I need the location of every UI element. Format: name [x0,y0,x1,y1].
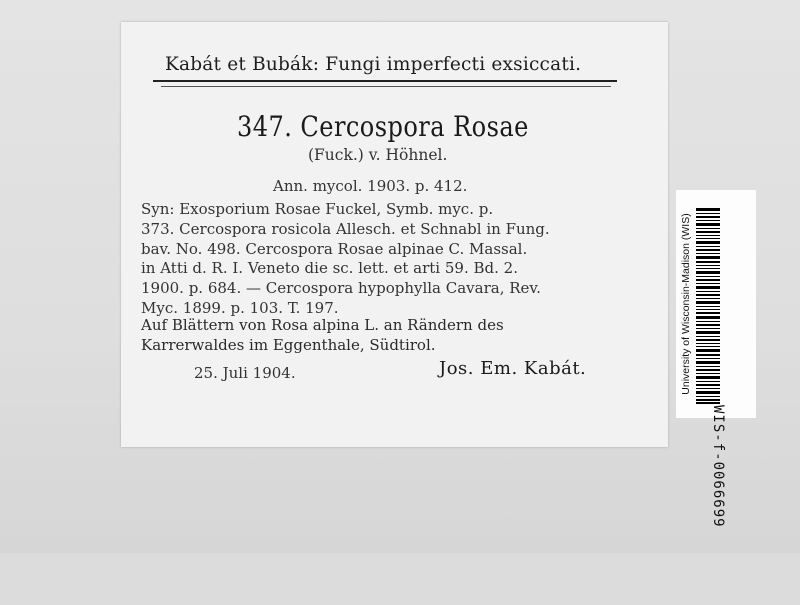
header-rule [153,80,617,82]
synonymy-line: 1900. p. 684. — Cercospora hypophylla Cavara, Rev. [141,279,541,298]
barcode-icon [696,208,720,404]
synonymy-line: Myc. 1899. p. 103. T. 197. [141,298,339,317]
collection-date: 25. Juli 1904. [194,364,296,382]
synonymy-line: bav. No. 498. Cercospora Rosae alpinae C. Massal. [141,239,528,258]
habitat-block [141,316,627,355]
synonymy-line: 373. Cercospora rosicola Allesch. et Schnabl in Fung. [141,219,550,238]
synonymy-line: Syn: Exosporium Rosae Fuckel, Symb. myc. p. [141,200,494,218]
series-header: Kabát et Bubák: Fungi imperfecti exsiccati. [165,54,582,75]
synonymy-block [141,200,627,319]
habitat-line: Karrerwaldes im Eggenthale, Südtirol. [141,335,436,354]
synonymy-line: in Atti d. R. I. Veneto die sc. lett. et arti 59. Bd. 2. [141,259,518,278]
institution-text: University of Wisconsin-Madison (WIS) [680,213,692,395]
barcode-label [676,190,756,528]
specimen-label [121,22,668,447]
header-rule-thin [161,86,611,87]
collector-name: Jos. Em. Kabát. [439,358,587,379]
publication-reference: Ann. mycol. 1903. p. 412. [273,177,468,195]
author-citation: (Fuck.) v. Höhnel. [308,146,448,164]
catalog-number: WIS-f-0066699 [710,405,726,528]
specimen-title: 347. Cercospora Rosae [237,110,529,143]
habitat-line: Auf Blättern von Rosa alpina L. an Rändern des [141,316,504,334]
